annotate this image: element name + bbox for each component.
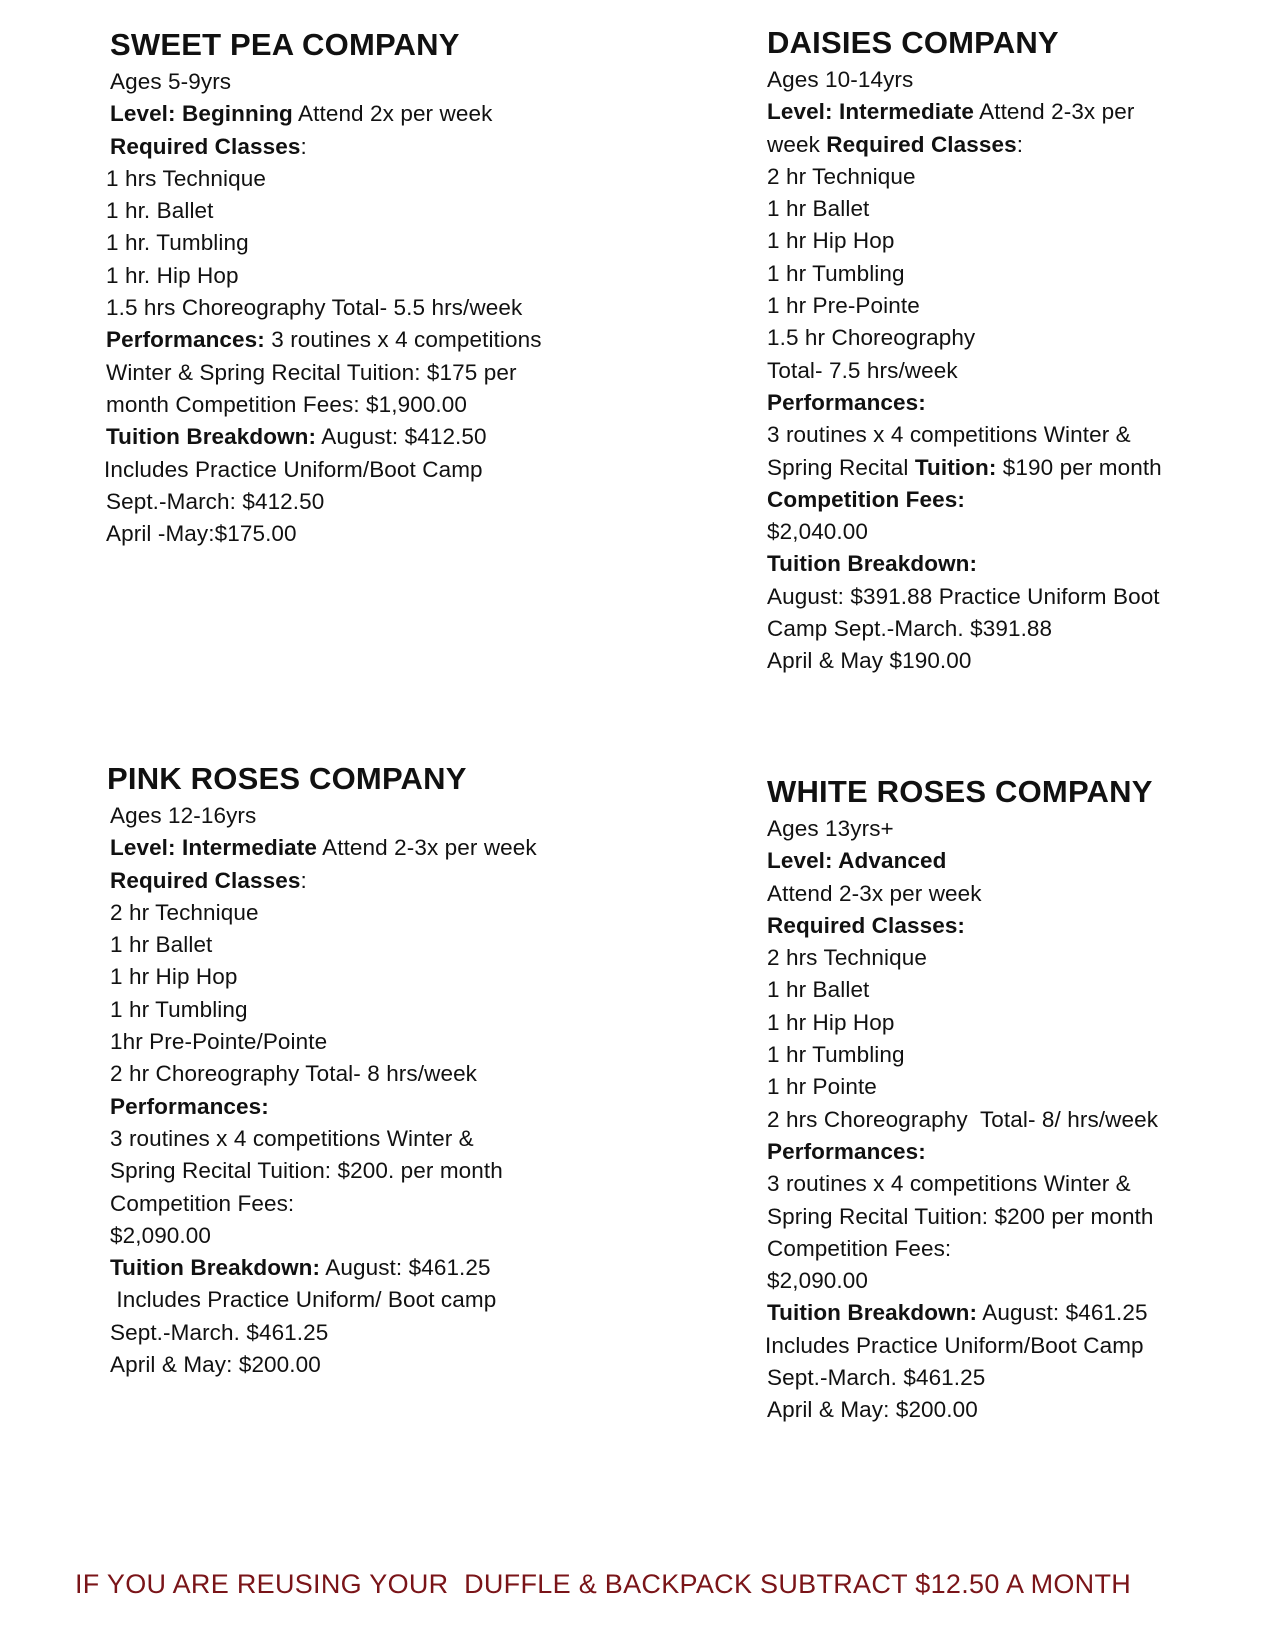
performances-detail: 3 routines x 4 competitions Winter & xyxy=(767,422,1131,448)
ages: Ages 10-14yrs xyxy=(767,67,914,92)
section-title: DAISIES COMPANY xyxy=(767,25,1059,60)
breakdown-item: Camp Sept.-March. $391.88 xyxy=(767,616,1053,642)
performances-detail: Spring Recital Tuition: $200. per month xyxy=(110,1158,503,1184)
level-line: Level: Intermediate Attend 2-3x per week xyxy=(110,835,537,861)
tuition-breakdown-line: Tuition Breakdown: August: $461.25 xyxy=(767,1300,1148,1326)
ages: Ages 5-9yrs xyxy=(110,69,232,94)
breakdown-item: April -May:$175.00 xyxy=(106,521,297,547)
tuition-breakdown-line: Tuition Breakdown: August: $461.25 xyxy=(110,1255,491,1281)
level-label: Level: xyxy=(110,101,176,127)
competition-fees-value: $2,090.00 xyxy=(110,1222,211,1248)
performances-detail: Winter & Spring Recital Tuition: $175 per xyxy=(106,359,517,385)
class-item: 1 hr Tumbling xyxy=(767,1042,905,1068)
class-item: 1 hr Tumbling xyxy=(110,996,248,1022)
class-item: Total- 7.5 hrs/week xyxy=(767,357,958,383)
class-item: 2 hr Technique xyxy=(767,163,916,189)
class-item: 2 hr Technique xyxy=(110,899,259,925)
performances-line: Performances: 3 routines x 4 competitions xyxy=(106,327,542,353)
competition-fees-label: Competition Fees: xyxy=(767,1235,952,1261)
level-value: Intermediate xyxy=(182,835,317,861)
class-item: 1 hr Ballet xyxy=(767,196,870,222)
section-title: PINK ROSES COMPANY xyxy=(107,761,467,796)
breakdown-item: April & May: $200.00 xyxy=(767,1397,978,1423)
class-item: 1 hr Hip Hop xyxy=(767,1009,895,1035)
competition-fees-label: Competition Fees: xyxy=(767,486,965,512)
performances-detail: 3 routines x 4 competitions Winter & xyxy=(767,1171,1131,1197)
class-item: 2 hrs Technique xyxy=(767,945,927,971)
class-item: 1.5 hrs Choreography Total- 5.5 hrs/week xyxy=(106,295,523,321)
level-label: Level: xyxy=(110,835,176,861)
class-item: 2 hrs Choreography Total- 8/ hrs/week xyxy=(767,1106,1159,1132)
breakdown-label: Tuition Breakdown: xyxy=(106,424,317,450)
performances-label: Performances: xyxy=(106,327,265,353)
level-value: Beginning xyxy=(182,101,293,127)
attend-line: Attend 2-3x per week xyxy=(767,880,982,906)
ages: Ages 12-16yrs xyxy=(110,803,257,828)
required-classes-line: Required Classes: xyxy=(110,133,307,159)
section-title: SWEET PEA COMPANY xyxy=(110,27,460,62)
class-item: 1 hr. Tumbling xyxy=(106,230,249,256)
performances-label: Performances: xyxy=(767,389,926,415)
required-classes-line: Required Classes: xyxy=(110,867,307,893)
breakdown-item: April & May: $200.00 xyxy=(110,1352,321,1378)
class-item: 2 hr Choreography Total- 8 hrs/week xyxy=(110,1061,478,1087)
performances-label: Performances: xyxy=(767,1138,926,1164)
tuition-breakdown-line: Tuition Breakdown: August: $412.50 xyxy=(106,424,487,450)
required-label: Required Classes xyxy=(110,133,301,159)
class-item: 1 hr Hip Hop xyxy=(767,228,895,254)
class-item: 1.5 hr Choreography xyxy=(767,325,976,351)
tuition-line: Spring Recital Tuition: $190 per month xyxy=(767,454,1162,480)
class-item: 1 hr Tumbling xyxy=(767,260,905,286)
breakdown-label: Tuition Breakdown: xyxy=(767,1300,978,1326)
competition-fees-label: Competition Fees: xyxy=(110,1190,295,1216)
class-item: 1 hr. Hip Hop xyxy=(106,262,239,288)
pink-roses-section xyxy=(107,760,537,1381)
performances-label: Performances: xyxy=(110,1093,269,1119)
level-line xyxy=(110,98,542,130)
daisies-section xyxy=(767,24,1162,678)
level-line: Level: Intermediate Attend 2-3x per xyxy=(767,99,1135,125)
class-item: 1hr Pre-Pointe/Pointe xyxy=(110,1029,328,1055)
white-roses-section xyxy=(767,773,1158,1427)
sweet-pea-section xyxy=(104,26,542,550)
breakdown-item: Sept.-March. $461.25 xyxy=(767,1365,986,1391)
competition-fees-value: $2,090.00 xyxy=(767,1268,868,1294)
footer-note: IF YOU ARE REUSING YOUR DUFFLE & BACKPACK SUBTRACT $12.50 A MONTH xyxy=(75,1569,1132,1599)
class-item: 1 hr Pre-Pointe xyxy=(767,293,920,319)
level-rest: Attend 2x per week xyxy=(298,101,493,127)
required-classes-line: week Required Classes: xyxy=(767,131,1024,157)
level-label: Level: Intermediate xyxy=(767,99,974,125)
breakdown-label: Tuition Breakdown: xyxy=(767,551,978,577)
class-item: 1 hr Ballet xyxy=(767,977,870,1003)
breakdown-item: April & May $190.00 xyxy=(767,648,972,674)
tuition-label: Tuition: xyxy=(914,454,997,480)
breakdown-item: Sept.-March. $461.25 xyxy=(110,1319,329,1345)
required-label: Required Classes xyxy=(110,867,301,893)
class-item: 1 hr. Ballet xyxy=(106,198,214,224)
performances-detail: 3 routines x 4 competitions Winter & xyxy=(110,1125,474,1151)
class-item: 1 hrs Technique xyxy=(106,165,266,191)
breakdown-label: Tuition Breakdown: xyxy=(110,1255,321,1281)
class-item: 1 hr Pointe xyxy=(767,1074,877,1100)
performances-detail: month Competition Fees: $1,900.00 xyxy=(106,391,468,417)
section-title: WHITE ROSES COMPANY xyxy=(767,774,1153,809)
competition-fees-value: $2,040.00 xyxy=(767,519,868,545)
breakdown-item: Includes Practice Uniform/Boot Camp xyxy=(104,456,483,482)
breakdown-item: August: $391.88 Practice Uniform Boot xyxy=(767,583,1160,609)
class-item: 1 hr Hip Hop xyxy=(110,964,238,990)
required-classes-line: Required Classes: xyxy=(767,912,966,938)
breakdown-item: Includes Practice Uniform/ Boot camp xyxy=(110,1287,497,1313)
breakdown-item: Sept.-March: $412.50 xyxy=(106,488,325,514)
class-item: 1 hr Ballet xyxy=(110,932,213,958)
level-line: Level: Advanced xyxy=(767,848,947,874)
ages: Ages 13yrs+ xyxy=(767,816,894,841)
breakdown-item: Includes Practice Uniform/Boot Camp xyxy=(765,1332,1144,1358)
required-label: Required Classes xyxy=(826,131,1017,157)
performances-detail: Spring Recital Tuition: $200 per month xyxy=(767,1203,1154,1229)
